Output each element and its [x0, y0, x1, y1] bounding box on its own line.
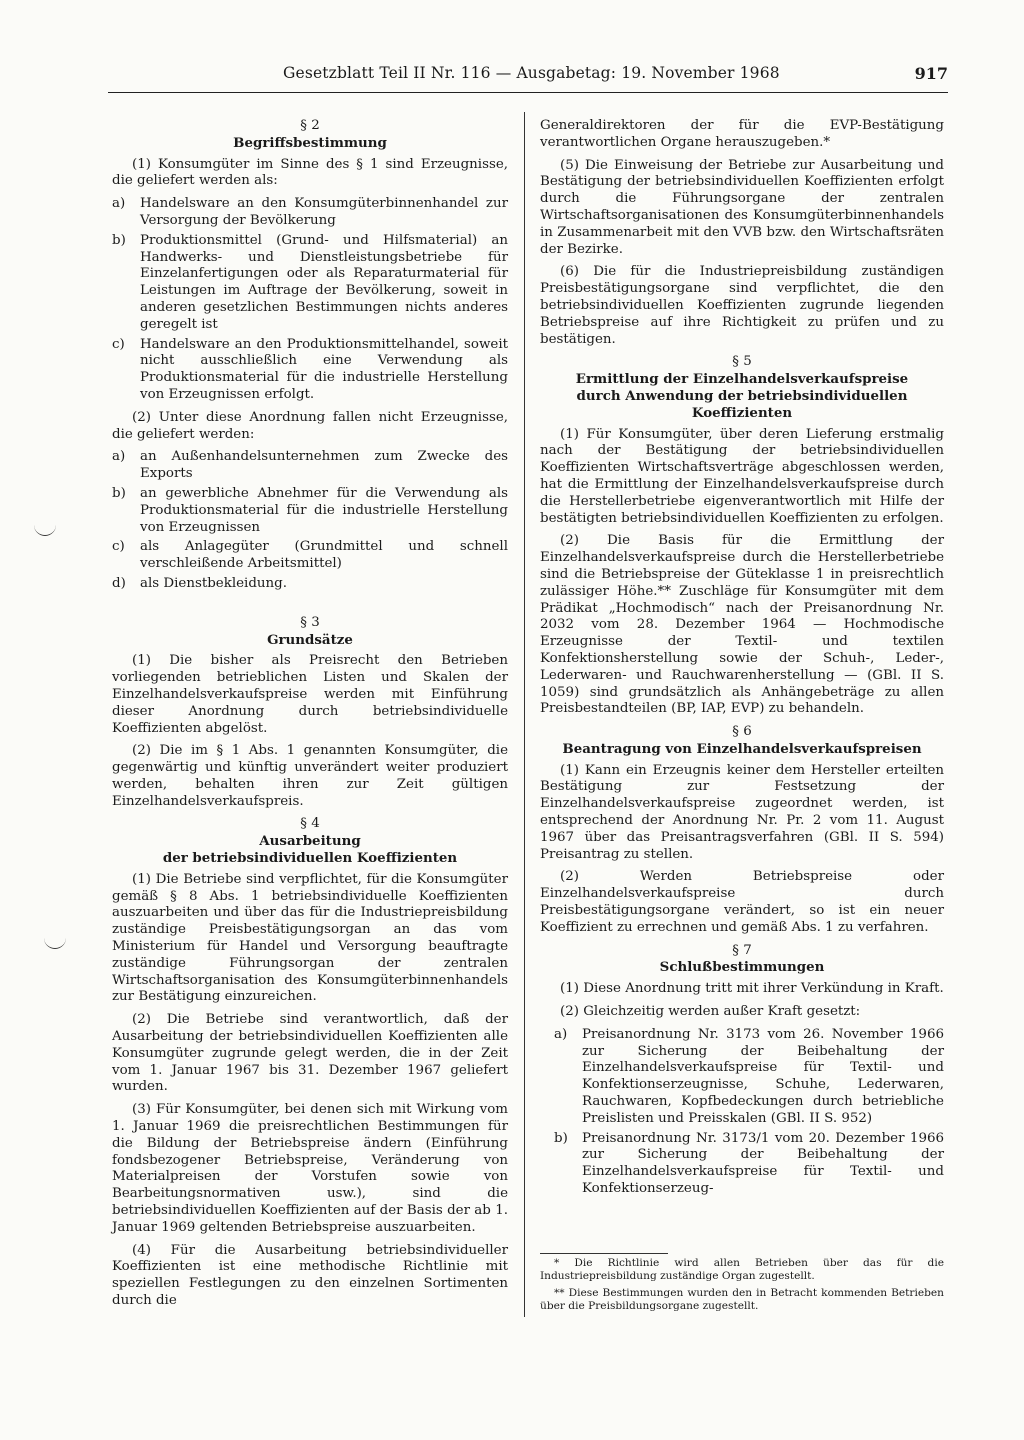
page-header: [108, 64, 948, 90]
list: [112, 196, 508, 404]
paragraph: (2) Die Basis für die Ermittlung der Einzelhandelsverkaufspreise durch die Herstellerbetriebe sind die Betriebspreise der Güteklasse 1 in preisrechtlich zulässiger Höhe.** Zuschläge für Konsumgüter mit dem Prädikat „Hochmodisch“ nach der Preisanordnung Nr. 2032 vom 28. Dezember 1964 — Hochmodische Erzeugnisse der Textil- und textilen Konfektionsherstellung sowie der Schuh-, Leder-, Lederwaren- und Rauchwarenherstellung — (GBl. II S. 1059) sind grundsätzlich als Anhängebeträge zu allen Preisbestandteilen (BP, IAP, EVP) zu behandeln.: [540, 533, 944, 717]
section-5-heading-line2: durch Anwendung der betriebsindividuellen: [576, 387, 908, 404]
list-text: als Dienstbekleidung.: [140, 575, 287, 591]
section-7-heading: Schlußbestimmungen: [659, 959, 825, 976]
list-text: Preisanordnung Nr. 3173 vom 26. November 1966 zur Sicherung der Beibehaltung der Einzelhandelsverkaufspreise für Textil- und Konfektionserzeugnisse, Schuhe, Lederwaren, Rauchwaren, Kopfbedeckungen durch betriebliche Preislisten und Preisskalen (GBl. II S. 952): [582, 1026, 944, 1126]
list-label: a): [112, 449, 126, 465]
list-text: Handelsware an den Konsumgüterbinnenhandel zur Versorgung der Bevölkerung: [140, 196, 508, 228]
section-6-number: § 6: [732, 724, 752, 740]
list-item: [554, 1131, 944, 1198]
list-label: b): [112, 485, 126, 501]
paragraph: (5) Die Einweisung der Betriebe zur Ausarbeitung und Bestätigung der betriebsindividuellen Koeffizienten erfolgt durch die Führungsorgane der zentralen Wirtschaftsorganisationen des Konsumgüterbinnenhandels in Zusammenarbeit mit den VVB bzw. den Wirtschaftsräten der Bezirke.: [540, 157, 944, 257]
header-rule: [108, 92, 948, 93]
section-5-number: § 5: [732, 354, 752, 370]
section-4-number: § 4: [300, 816, 320, 832]
list-label: a): [112, 196, 126, 212]
list-item: [112, 233, 508, 334]
list-text: an Außenhandelsunternehmen zum Zwecke des Exports: [140, 449, 508, 482]
right-column: [540, 118, 944, 1204]
section-4-heading-line2: der betriebsindividuellen Koeffizienten: [162, 850, 458, 867]
section-3-number: § 3: [300, 614, 320, 630]
paragraph: (1) Die bisher als Preisrecht den Betrieben vorliegenden betrieblichen Listen und Skalen der Einzelhandelsverkaufspreise werden mit Einführung dieser Anordnung durch betriebsindividuelle Koeffizienten abgelöst.: [112, 653, 508, 736]
list-text: Produktionsmittel (Grund- und Hilfsmaterial) an Handwerks- und Dienstleistungsbetriebe für Einzelanfertigungen oder als Reparaturmaterial für Leistungen im Auftrage der Bevölkerung, soweit in anderen gesetzlichen Bestimmungen nichts anderes geregelt ist: [140, 232, 508, 332]
paragraph: (2) Gleichzeitig werden außer Kraft gesetzt:: [560, 1004, 861, 1020]
paragraph: (1) Für Konsumgüter, über deren Lieferung erstmalig nach der Bestätigung der betriebsindividuellen Koeffizienten Wirtschaftsverträge abgeschlossen werden, hat die Ermittlung der Einzelhandelsverkaufspreise durch die Herstellerbetriebe eigenverantwortlich mit Hilfe der bestätigten betriebsindividuellen Koeffizienten zu erfolgen.: [540, 426, 944, 526]
column-divider: [524, 112, 525, 1317]
list-item: [112, 486, 508, 536]
page-number: 917: [914, 64, 948, 83]
list-text: an gewerbliche Abnehmer für die Verwendung als Produktionsmaterial für die industrielle Herstellung von Erzeugnissen: [140, 485, 508, 535]
list-label: d): [112, 575, 126, 591]
list-text: Preisanordnung Nr. 3173/1 vom 20. Dezember 1966 zur Sicherung der Beibehaltung der Einzelhandelsverkaufspreise für Textil- und Konfektionserzeug-: [582, 1130, 944, 1197]
list: [540, 1027, 944, 1198]
footnote: * Die Richtlinie wird allen Betrieben über das für die Industriepreisbildung zuständige Organ zugestellt.: [540, 1257, 944, 1283]
list: [112, 449, 508, 592]
list-item: [112, 196, 508, 230]
header-title: Gesetzblatt Teil II Nr. 116 — Ausgabetag: 19. November 1968: [283, 64, 780, 82]
paragraph: (2) Werden Betriebspreise oder Einzelhandelsverkaufspreise durch Preisbestätigungsorgane verändert, so ist ein neuer Koeffizient zu errechnen und gemäß Abs. 1 zu verfahren.: [540, 869, 944, 935]
list-item: [112, 539, 508, 573]
paragraph: (2) Die Betriebe sind verantwortlich, daß der Ausarbeitung der betriebsindividuellen Koeffizienten alle Konsumgüter zugrunde gelegt werden, die in der Zeit vom 1. Januar 1967 bis 31. Dezember 1967 geliefert wurden.: [112, 1012, 508, 1095]
footnote-rule: [540, 1253, 668, 1254]
section-6-heading: Beantragung von Einzelhandelsverkaufspreisen: [562, 740, 922, 757]
list-item: [112, 576, 508, 593]
left-column: [112, 118, 508, 1316]
list-item: [112, 337, 508, 404]
list-label: c): [112, 539, 125, 555]
paragraph: (3) Für Konsumgüter, bei denen sich mit Wirkung vom 1. Januar 1969 die preisrechtlichen Bestimmungen für die Bildung der Betriebspreise ändern (Einführung fondsbezogener Betriebspreise, Veränderung von Materialpreisen der Vorstufen sowie von Bearbeitungsnormativen usw.), sind die betriebsindividuellen Koeffizienten auf der Basis der ab 1. Januar 1969 geltenden Betriebspreise auszuarbeiten.: [112, 1102, 508, 1235]
section-7-number: § 7: [732, 942, 752, 958]
paragraph: (1) Konsumgüter im Sinne des § 1 sind Erzeugnisse, die geliefert werden als:: [112, 156, 508, 189]
margin-mark: [44, 936, 66, 949]
margin-mark: [34, 523, 56, 536]
paragraph-continued: Generaldirektoren der für die EVP-Bestätigung verantwortlichen Organe herauszugeben.*: [540, 118, 944, 150]
list-text: Handelsware an den Produktionsmittelhandel, soweit nicht ausschließlich eine Verwendung als Produktionsmaterial für die industrielle Herstellung von Erzeugnissen erfolgt.: [140, 336, 508, 402]
footnotes: [540, 1257, 944, 1316]
paragraph: (2) Die im § 1 Abs. 1 genannten Konsumgüter, die gegenwärtig und künftig unverändert weiter produziert werden, behalten ihren zur Zeit gültigen Einzelhandelsverkaufspreis.: [112, 743, 508, 809]
list-item: [112, 449, 508, 483]
footnote: ** Diese Bestimmungen wurden den in Betracht kommenden Betrieben über die Preisbildungsorgane zugestellt.: [540, 1286, 944, 1312]
section-2-number: § 2: [300, 118, 320, 133]
paragraph: (2) Unter diese Anordnung fallen nicht Erzeugnisse, die geliefert werden:: [112, 409, 508, 442]
paragraph: (6) Die für die Industriepreisbildung zuständigen Preisbestätigungsorgane sind verpflichtet, die den betriebsindividuellen Koeffizienten zugrunde liegenden Betriebspreise auf ihre Richtigkeit zu prüfen und zu bestätigen.: [540, 264, 944, 347]
section-5-heading-line3: Koeffizienten: [691, 404, 793, 421]
list-text: als Anlagegüter (Grundmittel und schnell verschleißende Arbeitsmittel): [140, 539, 508, 572]
list-item: [554, 1027, 944, 1128]
list-label: b): [112, 232, 126, 248]
section-5-heading: Ermittlung der Einzelhandelsverkaufspreise: [575, 371, 909, 388]
section-3-heading: Grundsätze: [267, 631, 353, 648]
list-label: b): [554, 1130, 568, 1146]
paragraph: (1) Die Betriebe sind verpflichtet, für die Konsumgüter gemäß § 8 Abs. 1 betriebsindividuelle Koeffizienten auszuarbeiten und über das für die Industriepreisbildung zuständige Preisbestätigungsorgan an das vom Ministerium für Handel und Versorgung beauftragte zuständige Führungsorgan der zentralen Wirtschaftsorganisation des Konsumgüterbinnenhandels zur Bestätigung einzureichen.: [112, 871, 508, 1005]
paragraph: (1) Kann ein Erzeugnis keiner dem Hersteller erteilten Bestätigung zur Festsetzung der Einzelhandelsverkaufspreise zugeordnet werden, ist entsprechend der Anordnung Nr. Pr. 2 vom 11. August 1967 über das Preisantragsverfahren (GBl. II S. 594) Preisantrag zu stellen.: [540, 762, 944, 862]
list-label: c): [112, 336, 125, 352]
paragraph: (1) Diese Anordnung tritt mit ihrer Verkündung in Kraft.: [560, 981, 944, 997]
list-label: a): [554, 1026, 568, 1042]
section-2-heading: Begriffsbestimmung: [233, 134, 387, 151]
paragraph: (4) Für die Ausarbeitung betriebsindividueller Koeffizienten ist eine methodische Richtlinie mit speziellen Festlegungen zu den einzelnen Sortimenten durch die: [112, 1242, 508, 1308]
section-4-heading: Ausarbeitung: [259, 833, 361, 850]
